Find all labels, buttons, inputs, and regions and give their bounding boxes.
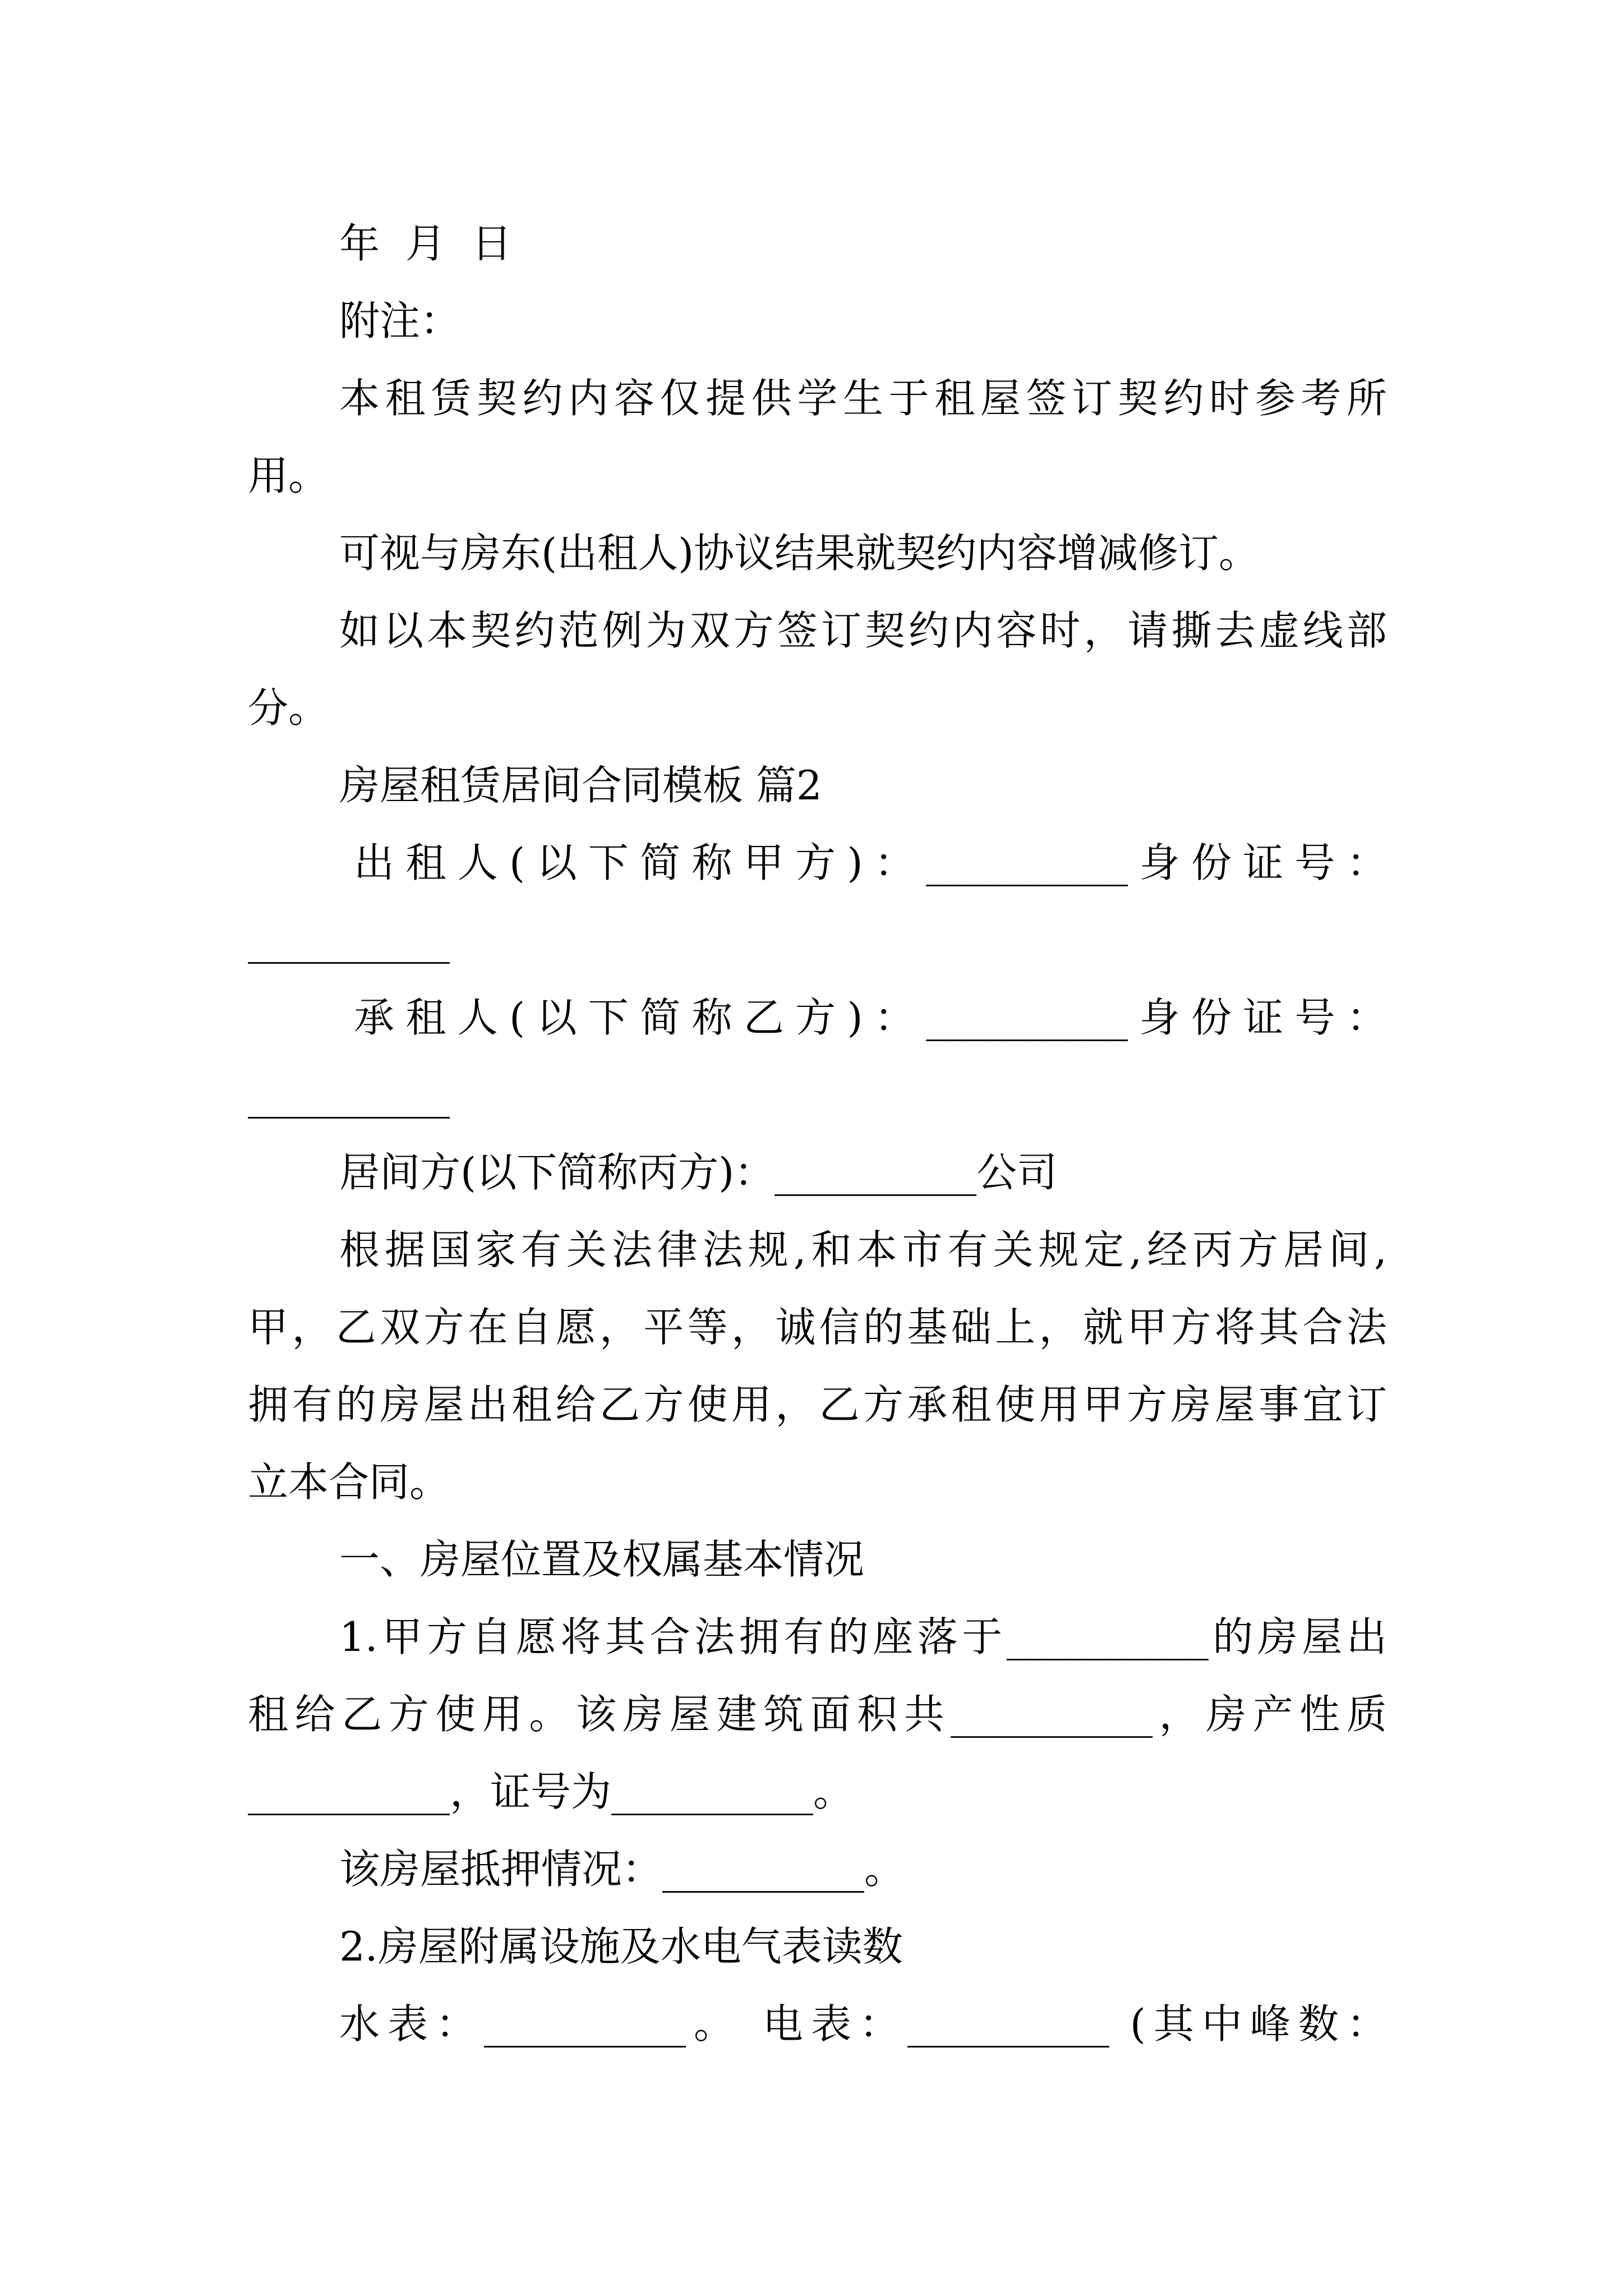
text-line: 分。 (248, 684, 329, 731)
text-line: 租给乙方使用。该房屋建筑面积共__________，房产性质 (248, 1691, 1387, 1738)
text-line: 承租人(以下简称乙方)：__________身份证号： (354, 994, 1387, 1041)
text-line: 本租赁契约内容仅提供学生于租屋签订契约时参考所 (339, 375, 1387, 422)
text-line: 一、房屋位置及权属基本情况 (339, 1536, 865, 1583)
text-line: 2.房屋附属设施及水电气表读数 (339, 1923, 903, 1970)
note-paragraph (248, 592, 1387, 747)
text-line: 用。 (248, 452, 329, 499)
text-line: __________，证号为__________。 (248, 1768, 854, 1815)
meter-readings-line (248, 1985, 1387, 2063)
contract-title (248, 747, 1387, 824)
clause-paragraph (248, 1598, 1387, 1830)
text-line: 拥有的房屋出租给乙方使用，乙方承租使用甲方房屋事宜订 (248, 1381, 1387, 1428)
party-c-line (248, 1134, 1387, 1211)
text-line: 附注： (339, 297, 461, 344)
text-line: 居间方(以下简称丙方)：__________公司 (339, 1149, 1058, 1196)
blank-field: __________ (248, 917, 450, 964)
text-line: 房屋租赁居间合同模板 篇2 (339, 762, 822, 809)
text-line: 1.甲方自愿将其合法拥有的座落于__________的房屋出 (339, 1613, 1387, 1660)
note-paragraph (248, 514, 1387, 592)
section-heading (248, 1521, 1387, 1598)
preamble-paragraph (248, 1211, 1387, 1521)
document-page (248, 205, 1387, 2063)
text-line: 该房屋抵押情况：__________。 (339, 1846, 905, 1893)
text-line: 根据国家有关法律法规,和本市有关规定,经丙方居间, (339, 1226, 1387, 1273)
blank-field: __________ (248, 1071, 450, 1119)
text-line: 出租人(以下简称甲方)：__________身份证号： (354, 839, 1387, 886)
text-line: 可视与房东(出租人)协议结果就契约内容增减修订。 (339, 530, 1260, 577)
date-line (248, 205, 1387, 282)
text-line: 立本合同。 (248, 1458, 450, 1506)
clause-heading (248, 1908, 1387, 1985)
mortgage-line (248, 1830, 1387, 1908)
note-paragraph (248, 360, 1387, 514)
text-line: 年 月 日 (339, 220, 512, 267)
party-b-line (248, 979, 1387, 1134)
party-a-line (248, 824, 1387, 979)
text-line: 水表：__________。 电表：__________ (其中峰数： (339, 2000, 1387, 2047)
text-line: 如以本契约范例为双方签订契约内容时，请撕去虚线部 (339, 607, 1387, 654)
text-line: 甲，乙双方在自愿，平等，诚信的基础上，就甲方将其合法 (248, 1304, 1387, 1351)
note-heading (248, 282, 1387, 360)
